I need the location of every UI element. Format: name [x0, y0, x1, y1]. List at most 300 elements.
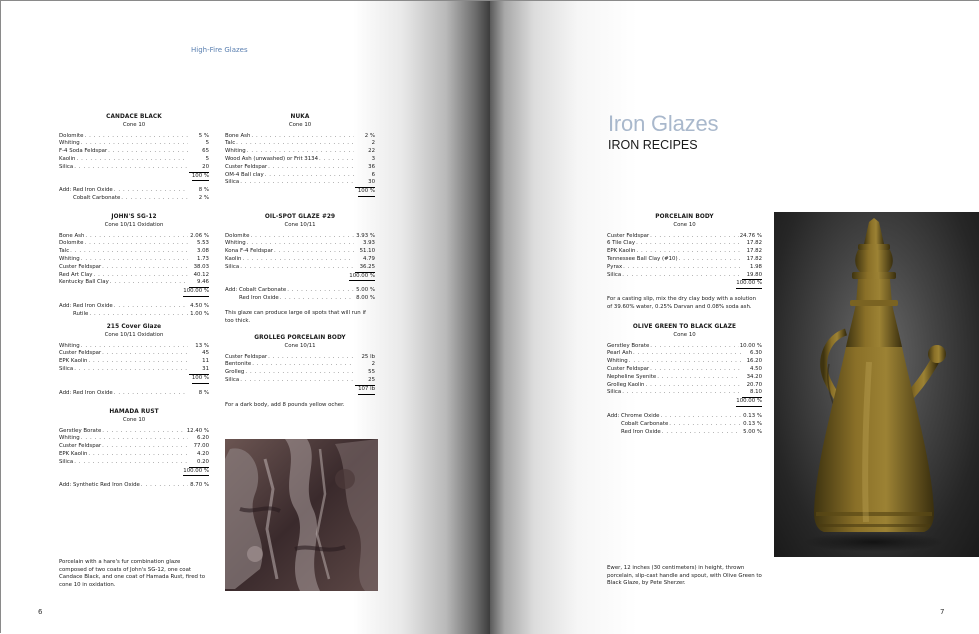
ingredient-row	[225, 140, 375, 148]
additive-name: Cobalt Carbonate	[621, 420, 669, 427]
ingredient-row	[59, 264, 209, 272]
leader-dots	[81, 343, 188, 351]
additive-name: Red Iron Oxide	[239, 295, 279, 302]
ingredient-name: Talc	[59, 248, 70, 255]
additive-amount: 0.13 %	[743, 420, 762, 427]
additive-amount: 8 %	[198, 389, 209, 396]
leader-dots	[268, 354, 354, 362]
recipe-cone: Cone 10	[122, 416, 146, 423]
leader-dots	[287, 287, 354, 295]
recipe-title: NUKA	[290, 114, 310, 120]
additive-row	[225, 295, 375, 303]
ingredient-amount: 6.20	[196, 435, 209, 442]
leader-dots	[102, 443, 188, 451]
ingredient-amount: 22	[368, 148, 375, 155]
additive-row	[225, 287, 375, 295]
leader-dots	[265, 172, 354, 180]
leader-dots	[102, 428, 185, 436]
recipe-cone: Cone 10	[673, 221, 696, 228]
additive-amount: 8.70 %	[190, 482, 209, 489]
ingredient-row	[59, 443, 209, 451]
ingredient-row	[59, 366, 209, 375]
leader-dots	[108, 148, 188, 156]
recipe-215-cover-glaze	[59, 324, 209, 397]
additive-row	[607, 421, 762, 429]
leader-dots	[76, 156, 188, 164]
ingredient-amount: 1.98	[749, 263, 762, 270]
additive-amount: 1.00 %	[190, 310, 209, 317]
leader-dots	[102, 264, 188, 272]
ingredient-row	[59, 358, 209, 366]
leader-dots	[74, 164, 188, 172]
ingredient-amount: 30	[355, 179, 375, 188]
ingredient-name: Dolomite	[225, 232, 250, 239]
recipe-nuka	[225, 114, 375, 197]
ingredient-row	[225, 361, 375, 369]
ingredient-row	[59, 248, 209, 256]
ingredient-amount: 45	[202, 350, 209, 357]
leader-dots	[633, 350, 741, 358]
ingredient-row	[607, 382, 762, 390]
ingredient-name: Whiting	[59, 255, 80, 262]
recipe-total-value: 100 %	[192, 375, 209, 384]
ingredient-name: Silica	[607, 389, 622, 396]
leader-dots	[114, 303, 188, 311]
ingredient-row	[59, 459, 209, 468]
recipe-total	[59, 288, 209, 297]
leader-dots	[250, 233, 354, 241]
ingredient-amount: 13 %	[195, 342, 209, 349]
ingredient-row	[607, 366, 762, 374]
ingredient-amount: 3	[371, 155, 375, 162]
leader-dots	[240, 264, 354, 272]
ingredient-name: Pyrax	[607, 263, 623, 270]
ingredient-name: Bentonite	[225, 361, 252, 368]
ingredient-name: Silica	[59, 365, 74, 372]
ingredient-amount: 10.00 %	[739, 342, 762, 349]
recipe-total	[59, 173, 209, 182]
ingredient-row	[59, 350, 209, 358]
ingredient-name: Silica	[59, 458, 74, 465]
ingredient-name: Custer Feldspar	[607, 232, 650, 239]
additive-row	[59, 195, 209, 203]
right-page-number: 7	[940, 608, 945, 616]
leader-dots	[88, 358, 188, 366]
leader-dots	[114, 187, 188, 195]
leader-dots	[622, 389, 741, 397]
leader-dots	[280, 295, 354, 303]
leader-dots	[247, 240, 354, 248]
leader-dots	[661, 413, 742, 421]
ingredient-row	[59, 148, 209, 156]
recipe-total-value: 100.00 %	[349, 273, 375, 282]
ingredient-amount: 36.25	[355, 264, 375, 273]
recipe-porcelain-body	[607, 214, 762, 312]
ingredient-name: Kaolin	[225, 255, 242, 262]
additive-name: Cobalt Carbonate	[73, 195, 121, 202]
ingredient-amount: 3.93	[362, 240, 375, 247]
ingredient-row	[607, 233, 762, 241]
recipe-title: 215 Cover Glaze	[106, 324, 162, 330]
running-head: High-Fire Glazes	[191, 46, 248, 54]
recipe-title: HAMADA RUST	[109, 409, 159, 415]
recipe-grolleg-porcelain	[225, 335, 375, 409]
left-page-number: 6	[38, 608, 43, 616]
leader-dots	[669, 421, 741, 429]
leader-dots	[252, 361, 354, 369]
recipe-total	[59, 468, 209, 477]
recipe-title: OIL-SPOT GLAZE #29	[264, 214, 336, 220]
ingredient-row	[607, 272, 762, 281]
ingredient-amount: 12.40 %	[186, 427, 209, 434]
ingredient-amount: 3.93 %	[356, 232, 375, 239]
ingredient-name: Wood Ash (unwashed) or Frit 3134	[225, 155, 318, 162]
leader-dots	[81, 140, 188, 148]
ingredient-amount: 55	[368, 369, 375, 376]
ingredient-amount: 34.20	[746, 373, 762, 380]
ingredient-name: Dolomite	[59, 132, 84, 139]
ingredient-row	[59, 256, 209, 264]
recipe-total	[225, 386, 375, 395]
ingredient-name: F-4 Soda Feldspar	[59, 148, 108, 155]
ingredient-row	[607, 248, 762, 256]
ingredient-name: Dolomite	[59, 240, 84, 247]
additive-row	[607, 413, 762, 421]
ingredient-row	[59, 156, 209, 164]
recipe-title: CANDACE BLACK	[106, 114, 162, 120]
ingredient-row	[225, 354, 375, 362]
recipe-johns-sg12	[59, 214, 209, 319]
leader-dots	[636, 248, 741, 256]
ingredient-amount: 17.82	[746, 255, 762, 262]
ingredient-name: Gerstley Borate	[59, 427, 102, 434]
ewer-photo	[774, 212, 979, 557]
additive-name: Add: Red Iron Oxide	[59, 302, 113, 309]
additive-row	[59, 311, 209, 319]
ingredient-row	[225, 179, 375, 188]
ingredient-row	[607, 389, 762, 398]
ingredient-name: Whiting	[59, 342, 80, 349]
ingredient-row	[225, 369, 375, 377]
additive-row	[59, 390, 209, 398]
recipe-total	[225, 188, 375, 197]
ingredient-amount: 17.82	[746, 240, 762, 247]
leader-dots	[121, 195, 188, 203]
recipe-cone: Cone 10	[122, 121, 146, 128]
leader-dots	[74, 366, 188, 374]
ingredient-amount: 19.80	[742, 272, 762, 281]
leader-dots	[650, 366, 741, 374]
additive-name: Add: Chrome Oxide	[607, 412, 660, 419]
ingredient-row	[607, 374, 762, 382]
ingredient-row	[225, 240, 375, 248]
ingredient-row	[59, 133, 209, 141]
ingredient-name: Whiting	[59, 435, 80, 442]
ingredient-row	[607, 358, 762, 366]
recipe-candace-black	[59, 114, 209, 203]
ingredient-name: EPK Kaolin	[59, 358, 88, 365]
leader-dots	[236, 140, 354, 148]
ingredient-row	[59, 240, 209, 248]
additive-amount: 5.00 %	[356, 287, 375, 294]
leader-dots	[110, 279, 188, 287]
left-photo-caption: Porcelain with a hare's fur combination glaze composed of two coats of John's SG-12, one coat Candace Black, and one coat of Hamada Rust, fired to cone 10 in oxidation.	[59, 559, 206, 588]
leader-dots	[102, 350, 188, 358]
leader-dots	[141, 482, 188, 490]
leader-dots	[636, 240, 741, 248]
recipe-cone: Cone 10/11 Oxidation	[104, 331, 164, 338]
ingredient-row	[225, 256, 375, 264]
ingredient-name: Nepheline Syenite	[607, 373, 657, 380]
ingredient-amount: 36	[368, 163, 375, 170]
leader-dots	[93, 272, 188, 280]
ingredient-amount: 0.20	[189, 459, 209, 468]
additive-amount: 5.00 %	[743, 428, 762, 435]
ingredient-row	[225, 164, 375, 172]
recipe-title: OLIVE GREEN TO BLACK GLAZE	[632, 324, 737, 330]
hares-fur-glaze-photo	[225, 439, 378, 591]
recipe-total-value: 100 %	[192, 173, 209, 182]
recipe-note: For a casting slip, mix the dry clay body with a solution of 39.60% water, 0.25% Darvan and 0.08% soda ash.	[607, 296, 757, 310]
ingredient-name: Whiting	[59, 140, 80, 147]
leader-dots	[657, 374, 741, 382]
additive-row	[59, 303, 209, 311]
recipe-cone: Cone 10	[673, 331, 696, 338]
ingredient-amount: 1.73	[196, 255, 209, 262]
ingredient-name: Talc	[225, 140, 236, 147]
ingredient-amount: 2	[371, 361, 375, 368]
ingredient-amount: 2.06 %	[190, 232, 209, 239]
additive-row	[59, 482, 209, 490]
leader-dots	[240, 179, 354, 187]
ingredient-name: Custer Feldspar	[607, 365, 650, 372]
leader-dots	[662, 429, 741, 437]
ingredient-row	[59, 343, 209, 351]
ingredient-row	[225, 248, 375, 256]
ingredient-name: Red Art Clay	[59, 271, 93, 278]
additive-name: Add: Red Iron Oxide	[59, 389, 113, 396]
ingredient-name: Tennessee Ball Clay (#10)	[607, 255, 678, 262]
additive-name: Red Iron Oxide	[621, 428, 661, 435]
ingredient-name: Gerstley Borate	[607, 342, 650, 349]
recipe-title: PORCELAIN BODY	[655, 214, 714, 220]
ingredient-name: Silica	[607, 271, 622, 278]
leader-dots	[85, 233, 188, 241]
ingredient-name: Custer Feldspar	[225, 353, 268, 360]
recipe-total-value: 100.00 %	[736, 280, 762, 289]
recipe-total-value: 100.00 %	[183, 468, 209, 477]
ingredient-amount: 3.08	[196, 248, 209, 255]
ingredient-amount: 5	[205, 140, 209, 147]
ingredient-amount: 6	[371, 171, 375, 178]
recipe-total	[225, 273, 375, 282]
ingredient-amount: 77.00	[193, 443, 209, 450]
recipe-total	[59, 375, 209, 384]
ingredient-name: Kaolin	[59, 155, 76, 162]
additive-name: Rutile	[73, 310, 89, 317]
leader-dots	[274, 248, 354, 256]
ingredient-row	[59, 164, 209, 173]
ingredient-amount: 5 %	[198, 132, 209, 139]
leader-dots	[84, 240, 188, 248]
ingredient-row	[607, 350, 762, 358]
ingredient-name: Silica	[225, 263, 240, 270]
leader-dots	[114, 390, 188, 398]
ingredient-name: Silica	[225, 376, 240, 383]
leader-dots	[650, 233, 739, 241]
left-page	[1, 1, 490, 634]
leader-dots	[70, 248, 188, 256]
leader-dots	[650, 343, 738, 351]
ingredient-row	[225, 148, 375, 156]
ingredient-name: Bone Ash	[225, 132, 251, 139]
recipe-total	[607, 280, 762, 289]
recipe-olive-green-black	[607, 324, 762, 436]
ingredient-name: 6 Tile Clay	[607, 240, 636, 247]
leader-dots	[88, 451, 188, 459]
leader-dots	[81, 435, 188, 443]
leader-dots	[247, 148, 354, 156]
ingredient-row	[225, 172, 375, 180]
recipe-cone: Cone 10	[288, 121, 312, 128]
ingredient-amount: 16.20	[746, 358, 762, 365]
leader-dots	[679, 256, 741, 264]
ingredient-row	[225, 377, 375, 386]
recipe-title: GROLLEG PORCELAIN BODY	[254, 335, 346, 341]
leader-dots	[629, 358, 741, 366]
ingredient-name: Custer Feldspar	[59, 263, 102, 270]
leader-dots	[84, 133, 188, 141]
ingredient-row	[607, 240, 762, 248]
recipe-note: This glaze can produce large oil spots that will run if too thick.	[225, 309, 366, 324]
leader-dots	[622, 272, 741, 280]
ingredient-name: Custer Feldspar	[225, 163, 268, 170]
recipe-cone: Cone 10/11	[284, 342, 316, 349]
ingredient-amount: 6.30	[749, 350, 762, 357]
ingredient-amount: 4.50	[749, 365, 762, 372]
additive-row	[607, 429, 762, 437]
ingredient-name: Bone Ash	[59, 232, 85, 239]
ingredient-row	[225, 156, 375, 164]
ingredient-row	[59, 272, 209, 280]
ingredient-amount: 4.20	[196, 450, 209, 457]
additive-row	[59, 187, 209, 195]
additive-name: Add: Red Iron Oxide	[59, 187, 113, 194]
recipe-total-value: 100.00 %	[736, 398, 762, 407]
additive-amount: 4.50 %	[190, 302, 209, 309]
ingredient-name: Grolleg	[225, 369, 245, 376]
leader-dots	[268, 164, 354, 172]
leader-dots	[245, 369, 354, 377]
ingredient-amount: 25	[355, 377, 375, 386]
leader-dots	[81, 256, 188, 264]
ingredient-amount: 31	[189, 366, 209, 375]
ingredient-name: EPK Kaolin	[59, 450, 88, 457]
ingredient-row	[59, 140, 209, 148]
additive-amount: 2 %	[198, 195, 209, 202]
additive-amount: 8 %	[198, 187, 209, 194]
ingredient-name: Custer Feldspar	[59, 443, 102, 450]
ingredient-name: OM-4 Ball clay	[225, 171, 264, 178]
leader-dots	[251, 133, 354, 141]
leader-dots	[319, 156, 354, 164]
ingredient-row	[59, 279, 209, 288]
ingredient-name: EPK Kaolin	[607, 248, 636, 255]
ingredient-amount: 2 %	[364, 132, 375, 139]
ingredient-amount: 8.10	[742, 389, 762, 398]
ingredient-amount: 11	[202, 358, 209, 365]
ingredient-amount: 25 lb	[361, 353, 375, 360]
recipe-cone: Cone 10/11 Oxidation	[104, 221, 164, 228]
ingredient-name: Silica	[59, 163, 74, 170]
ingredient-row	[225, 264, 375, 273]
ingredient-amount: 5.53	[196, 240, 209, 247]
ingredient-amount: 20.70	[746, 381, 762, 388]
additive-name: Add: Cobalt Carbonate	[225, 287, 287, 294]
ingredient-amount: 65	[202, 148, 209, 155]
ingredient-row	[607, 264, 762, 272]
ingredient-row	[225, 233, 375, 241]
recipe-total-value: 100.00 %	[183, 288, 209, 297]
ingredient-amount: 17.82	[746, 248, 762, 255]
leader-dots	[89, 311, 188, 319]
chapter-subtitle: IRON RECIPES	[608, 138, 698, 152]
recipe-note: For a dark body, add 8 pounds yellow ocher.	[225, 401, 345, 408]
recipe-title: JOHN'S SG-12	[111, 214, 157, 220]
ingredient-row	[59, 233, 209, 241]
leader-dots	[645, 382, 741, 390]
ingredient-row	[607, 343, 762, 351]
ingredient-amount: 51.10	[359, 248, 375, 255]
ingredient-row	[607, 256, 762, 264]
leader-dots	[623, 264, 741, 272]
ingredient-row	[225, 133, 375, 141]
additive-amount: 8.00 %	[356, 295, 375, 302]
ingredient-name: Whiting	[225, 240, 246, 247]
ingredient-row	[59, 428, 209, 436]
ingredient-name: Custer Feldspar	[59, 350, 102, 357]
ingredient-name: Kona F-4 Feldspar	[225, 248, 273, 255]
ingredient-amount: 9.46	[189, 279, 209, 288]
recipe-oil-spot	[225, 214, 375, 326]
ingredient-row	[59, 451, 209, 459]
right-photo-caption: Ewer, 12 inches (30 centimeters) in height, thrown porcelain, slip-cast handle and spout, with Olive Green to Black Glaze, by Pete Sherzer.	[607, 565, 762, 587]
recipe-total-value: 107 lb	[358, 386, 375, 395]
recipe-cone: Cone 10/11	[284, 221, 316, 228]
ingredient-amount: 24.76 %	[739, 232, 762, 239]
ingredient-name: Grolleg Kaolin	[607, 381, 645, 388]
recipe-total-value: 100 %	[358, 188, 375, 197]
additive-name: Add: Synthetic Red Iron Oxide	[59, 482, 140, 489]
ingredient-amount: 40.12	[193, 271, 209, 278]
chapter-title: Iron Glazes	[608, 111, 719, 136]
ingredient-name: Pearl Ash	[607, 350, 633, 357]
ingredient-amount: 4.79	[362, 255, 375, 262]
leader-dots	[74, 459, 188, 467]
ingredient-amount: 20	[189, 164, 209, 173]
ingredient-name: Whiting	[225, 148, 246, 155]
right-page	[490, 1, 979, 634]
ingredient-name: Kentucky Ball Clay	[59, 279, 109, 286]
ingredient-amount: 38.03	[193, 263, 209, 270]
additive-amount: 0.13 %	[743, 412, 762, 419]
ingredient-row	[59, 435, 209, 443]
leader-dots	[240, 377, 354, 385]
ingredient-name: Whiting	[607, 358, 628, 365]
recipe-total	[607, 398, 762, 407]
recipe-hamada-rust	[59, 409, 209, 490]
ingredient-name: Silica	[225, 179, 240, 186]
